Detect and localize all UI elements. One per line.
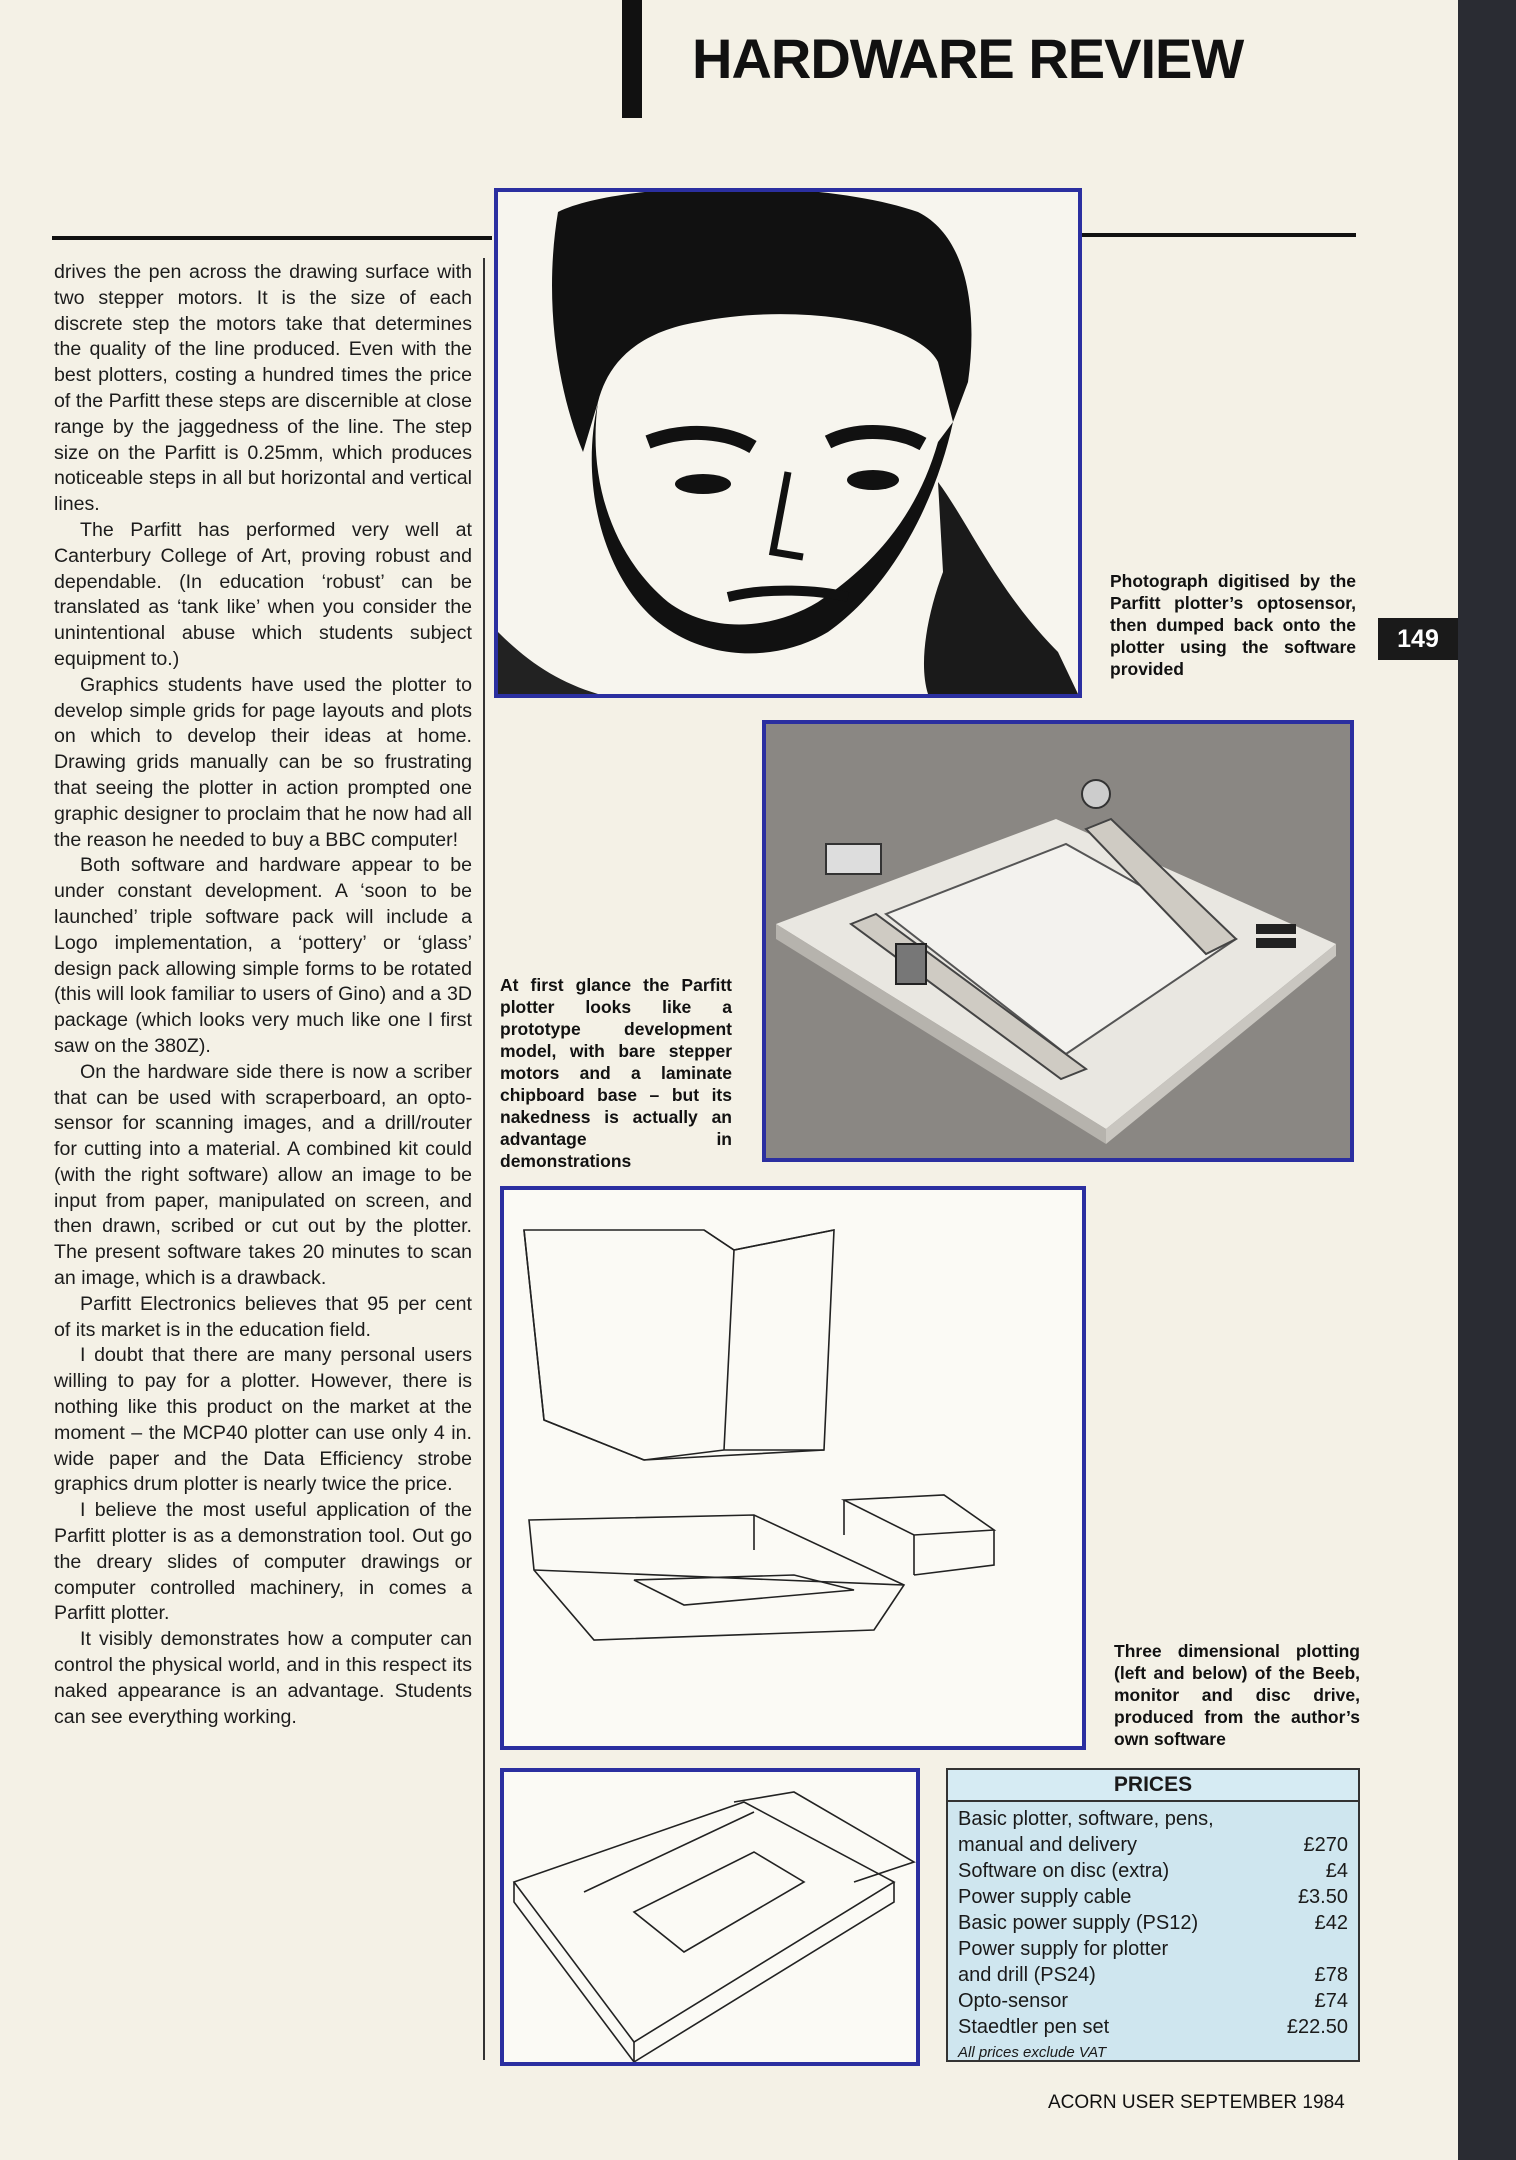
article-paragraph: It visibly demonstrates how a computer can control the physical world, and in this respect its naked appearance is an advantage. Students can see everything working.: [54, 1628, 472, 1728]
price-item: Power supply for plotter: [958, 1938, 1169, 1960]
plotter-caption: At first glance the Parfitt plotter looks like a prototype development model, with bare stepper motors and a laminate chipboard base – but its nakedness is actually an advantage in demonstrations: [500, 975, 732, 1171]
price-item: Opto-sensor: [958, 1990, 1069, 2012]
price-item: Basic plotter, software, pens,: [958, 1808, 1214, 1830]
article-paragraph: drives the pen across the drawing surface with two stepper motors. It is the size of each discrete step the motors take that determines the quality of the line produced. Even with the best plotters, costing a hundred times the price of the Parfitt these steps are discernible at close range by the jaggedness of the line. The step size on the Parfitt is 0.25mm, which produces noticeable steps in all but horizontal and vertical lines.: [54, 261, 472, 516]
price-value: £270: [1303, 1834, 1348, 1856]
price-row: [958, 1962, 1348, 1988]
price-item: and drill (PS24): [958, 1964, 1096, 1986]
article-paragraph: Graphics students have used the plotter to develop simple grids for page layouts and plots on which to develop their ideas at home. Drawing grids manually can be so frustrating that seeing the plotter in action prompted one graphic designer to proclaim that he now had all the reason he needed to buy a BBC computer!: [54, 673, 472, 851]
article-paragraph: Both software and hardware appear to be under constant development. A ‘soon to be launched’ triple software pack will include a Logo implementation, a ‘pottery’ or ‘glass’ design pack allowing simple forms to be rotated (this will look familiar to users of Gino) and a 3D package (which looks very much like one I first saw on the 380Z).: [54, 854, 472, 1057]
prices-title: PRICES: [948, 1770, 1358, 1802]
3d-plot-monitor-frame: [500, 1186, 1086, 1750]
footer-issue: ACORN USER SEPTEMBER 1984: [1048, 2092, 1345, 2113]
article-paragraph: Parfitt Electronics believes that 95 per cent of its market is in the education field.: [54, 1292, 472, 1341]
portrait-caption: Photograph digitised by the Parfitt plotter’s optosensor, then dumped back onto the plotter using the software provided: [1110, 571, 1356, 679]
3d-plot-beeb-frame: [500, 1768, 920, 2066]
article-paragraph: The Parfitt has performed very well at Canterbury College of Art, proving robust and dependable. (In education ‘robust’ can be translated as ‘tank like’ when you consider the unintentional abuse which students subject equipment to.): [54, 518, 472, 670]
price-row: [958, 1858, 1348, 1884]
price-row: [958, 1936, 1348, 1962]
price-row: [958, 1806, 1348, 1832]
portrait-photo: [494, 188, 1082, 698]
price-item: manual and delivery: [958, 1834, 1137, 1856]
article-paragraph: On the hardware side there is now a scriber that can be used with scraperboard, an opto-sensor for scanning images, and a drill/router for cutting into a material. A combined kit could (with the right software) allow an image to be input from paper, manipulated on screen, and then drawn, scribed or cut out by the plotter. The present software takes 20 minutes to scan an image, which is a drawback.: [54, 1060, 472, 1290]
price-value: £74: [1314, 1990, 1348, 2012]
price-row: [958, 1832, 1348, 1858]
page-edge: [1458, 0, 1516, 2160]
article-body: [54, 260, 472, 1730]
prices-table: [946, 1768, 1360, 2062]
top-rule-left: [52, 236, 492, 240]
price-item: Staedtler pen set: [958, 2016, 1110, 2038]
price-row: [958, 1910, 1348, 1936]
price-value: £3.50: [1297, 1886, 1348, 1908]
price-row: [958, 1884, 1348, 1910]
price-value: £42: [1314, 1912, 1348, 1934]
prices-note: All prices exclude VAT: [958, 2044, 1107, 2061]
plotter-photo: [762, 720, 1354, 1162]
price-row: [958, 1988, 1348, 2014]
prices-list: [948, 1802, 1358, 2040]
article-paragraph: I believe the most useful application of the Parfitt plotter is as a demonstration tool. Out go the dreary slides of computer drawings or computer controlled machinery, in comes a Parfitt plotter.: [54, 1499, 472, 1625]
price-row: [958, 2014, 1348, 2040]
3d-plot-caption: Three dimensional plotting (left and below) of the Beeb, monitor and disc drive, produced from the author’s own software: [1114, 1641, 1360, 1749]
column-rule: [483, 258, 485, 2060]
price-item: Software on disc (extra): [958, 1860, 1170, 1882]
page-number-tab: 149: [1378, 618, 1458, 660]
price-item: Power supply cable: [958, 1886, 1132, 1908]
price-value: £78: [1314, 1964, 1348, 1986]
price-value: £4: [1325, 1860, 1348, 1882]
article-paragraph: I doubt that there are many personal users willing to pay for a plotter. However, there is nothing like this product on the market at the moment – the MCP40 plotter can use only 4 in. wide paper and the Data Efficiency strobe graphics drum plotter is nearly twice the price.: [54, 1344, 472, 1496]
page-title: HARDWARE REVIEW: [692, 27, 1244, 90]
top-rule-right: [1082, 233, 1356, 237]
price-item: Basic power supply (PS12): [958, 1912, 1199, 1934]
price-value: £22.50: [1286, 2016, 1348, 2038]
header-bar: [622, 0, 642, 118]
